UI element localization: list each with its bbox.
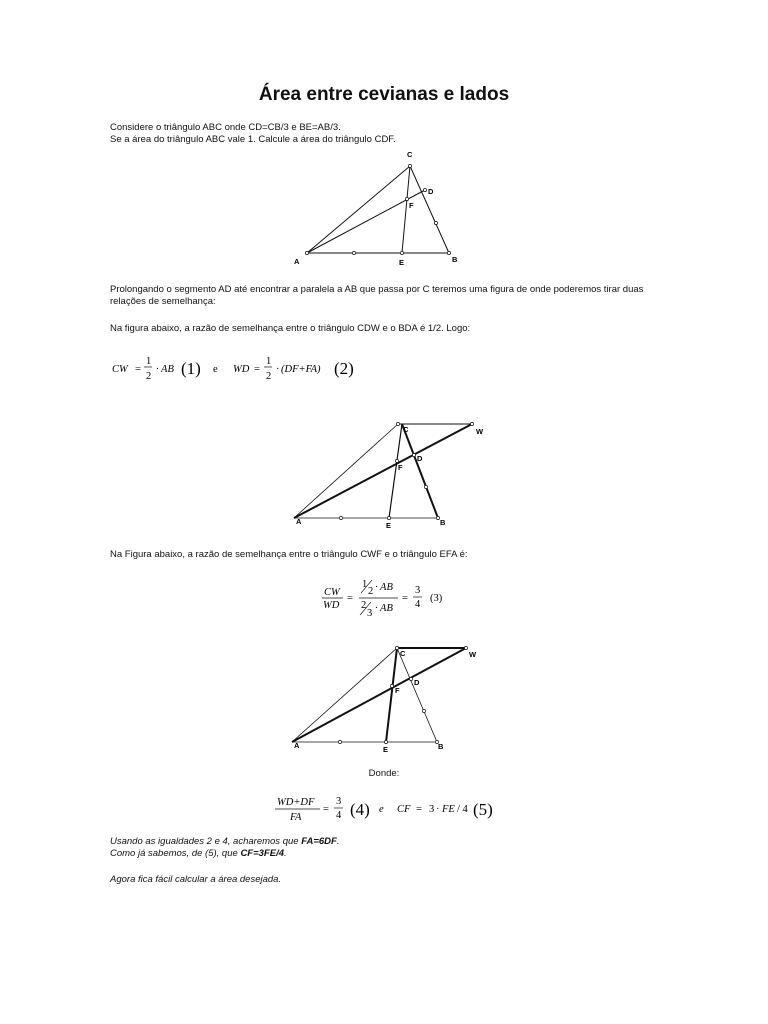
label-w: W: [469, 650, 477, 659]
svg-text:WD: WD: [233, 364, 250, 375]
label-a: A: [294, 741, 300, 750]
label-e: E: [399, 258, 405, 267]
label-c: C: [400, 649, 406, 658]
svg-text:3: 3: [429, 804, 435, 815]
fa-6df: FA=6DF: [301, 836, 337, 847]
svg-text:(5): (5): [473, 800, 493, 819]
paragraph-razao-cwf: Na Figura abaixo, a razão de semelhança entre o triângulo CWF e o triângulo EFA é:: [110, 549, 468, 560]
label-f: F: [395, 686, 400, 695]
svg-text:=: =: [135, 364, 141, 375]
label-d: D: [417, 454, 423, 463]
svg-text:2: 2: [361, 600, 367, 611]
svg-text:=: =: [323, 804, 329, 815]
svg-text:4: 4: [336, 810, 342, 821]
label-b: B: [440, 518, 446, 527]
svg-text:(3): (3): [430, 593, 443, 604]
svg-text:(1): (1): [181, 359, 201, 378]
svg-text:=: =: [416, 804, 422, 815]
conclusion-text: Usando as igualdades 2 e 4, acharemos que FA=6DF. Como já sabemos, de (5), que CF=3FE/4.: [110, 836, 340, 859]
svg-text:1: 1: [266, 356, 272, 367]
svg-text:=: =: [254, 364, 260, 375]
svg-text:·: ·: [436, 804, 440, 815]
donde-label: Donde:: [368, 768, 400, 779]
label-f: F: [409, 201, 414, 210]
page-title: Área entre cevianas e lados: [258, 84, 510, 105]
final-remark: Agora fica fácil calcular a área desejada.: [110, 874, 282, 885]
paragraph-prolongando: Prolongando o segmento AD até encontrar a paralela a AB que passa por C teremos uma figura de onde poderemos tirar duas relações de semelhança:: [110, 284, 644, 307]
svg-text:FA: FA: [290, 812, 302, 823]
svg-text:(2): (2): [334, 359, 354, 378]
svg-text:4: 4: [415, 599, 421, 610]
svg-text:/ 4: / 4: [457, 804, 468, 815]
svg-text:(4): (4): [350, 800, 370, 819]
svg-text:WD+DF: WD+DF: [277, 797, 315, 808]
label-d: D: [428, 187, 434, 196]
svg-text:=: =: [347, 593, 353, 604]
svg-text:CW: CW: [112, 364, 128, 375]
svg-text:(DF+FA): (DF+FA): [281, 364, 321, 375]
svg-text:3: 3: [336, 796, 342, 807]
svg-text:WD: WD: [323, 600, 340, 611]
svg-text:2: 2: [266, 371, 272, 382]
label-a: A: [294, 257, 300, 266]
svg-text:· AB: · AB: [375, 603, 393, 614]
cf-3fe-4: CF=3FE/4: [240, 847, 284, 859]
intro-line-2: Se a área do triângulo ABC vale 1. Calcule a área do triângulo CDF.: [110, 133, 396, 145]
paragraph-razao-cdw: Na figura abaixo, a razão de semelhança entre o triângulo CDW e o BDA é 1/2. Logo:: [110, 323, 471, 334]
intro-line-1: Considere o triângulo ABC onde CD=CB/3 e BE=AB/3.: [110, 122, 341, 133]
svg-text:=: =: [402, 593, 408, 604]
svg-text:2: 2: [146, 371, 152, 382]
svg-text:3: 3: [367, 608, 373, 619]
label-e: E: [383, 745, 389, 754]
label-c: C: [407, 150, 413, 159]
svg-text:· AB: · AB: [375, 582, 393, 593]
svg-text:·: ·: [276, 364, 280, 375]
svg-text:CW: CW: [324, 587, 340, 598]
svg-text:1: 1: [362, 579, 368, 590]
label-e: E: [386, 521, 392, 530]
svg-text:e: e: [213, 364, 218, 375]
label-f: F: [398, 463, 403, 472]
label-b: B: [438, 742, 444, 751]
label-a: A: [296, 517, 302, 526]
svg-text:CF: CF: [397, 804, 411, 815]
svg-text:· AB: · AB: [156, 364, 174, 375]
label-d: D: [414, 678, 420, 687]
label-b: B: [452, 255, 458, 264]
svg-text:2: 2: [368, 586, 374, 597]
label-c: C: [403, 425, 409, 434]
svg-text:1: 1: [146, 356, 152, 367]
svg-text:e: e: [379, 804, 384, 815]
label-w: W: [476, 427, 484, 436]
svg-text:FE: FE: [442, 804, 455, 815]
svg-text:3: 3: [415, 585, 421, 596]
